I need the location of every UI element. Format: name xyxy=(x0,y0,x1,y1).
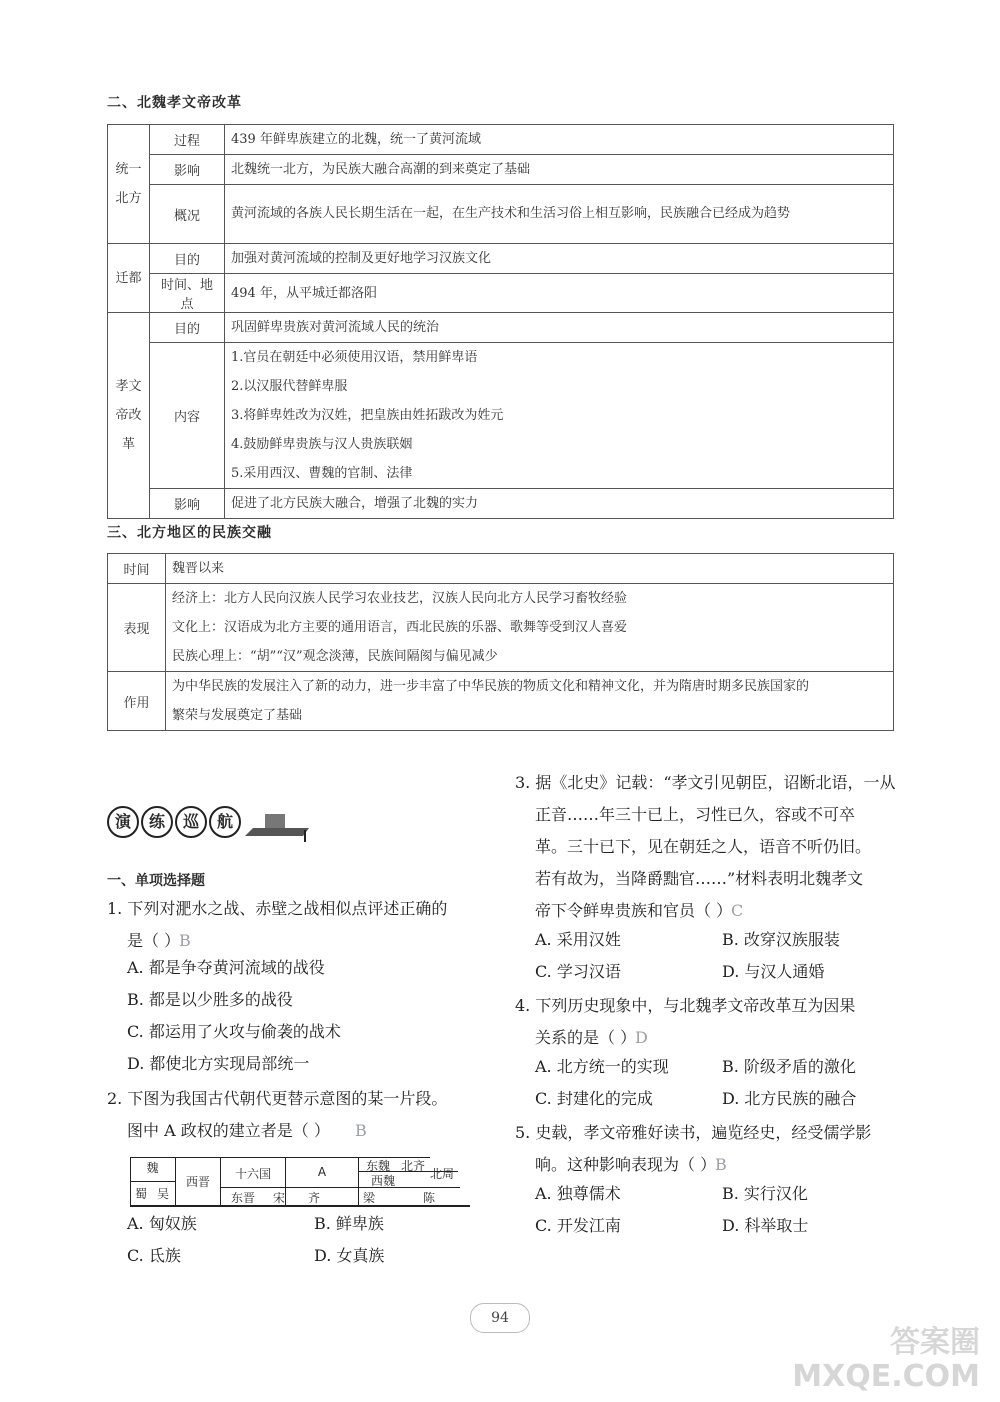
row-value-line: 439 年鲜卑族建立的北魏，统一了黄河流域 xyxy=(231,132,481,147)
dynasty-timeline xyxy=(130,1157,470,1213)
group-label xyxy=(108,244,150,313)
question-line: 革。三十已下，见在朝廷之人，语音不听仍旧。 xyxy=(535,837,872,856)
option-item[interactable]: D. 科举取士 xyxy=(722,1216,809,1235)
tl-xijin: 西晋 xyxy=(185,1175,210,1189)
question-line: 2. 下图为我国古代朝代更替示意图的某一片段。 xyxy=(107,1089,448,1108)
tl-liang: 梁 xyxy=(362,1191,375,1205)
answer-mark: D xyxy=(635,1028,648,1047)
row-value-line: 民族心理上：“胡”“汉”观念淡薄，民族间隔阂与偏见减少 xyxy=(172,649,498,664)
practice-logo xyxy=(107,806,313,842)
question-line: 图中 A 政权的建立者是（ ） xyxy=(127,1121,330,1140)
option-item[interactable]: D. 女真族 xyxy=(314,1246,385,1265)
question-line: 关系的是（ ） xyxy=(535,1028,637,1047)
row-value-line: 魏晋以来 xyxy=(172,561,225,576)
row-value-line: 黄河流域的各族人民长期生活在一起，在生产技术和生活习俗上相互影响，民族融合已经成为趋势 xyxy=(231,206,791,221)
question-line: 3. 据《北史》记载：“孝文引见朝臣，诏断北语，一从 xyxy=(515,773,896,792)
row-value xyxy=(225,185,894,244)
option-item[interactable]: A. 北方统一的实现 xyxy=(535,1057,669,1076)
option-item[interactable]: B. 阶级矛盾的激化 xyxy=(722,1057,856,1076)
row-value-line: 经济上：北方人民向汉族人民学习农业技艺，汉族人民向北方人民学习畜牧经验 xyxy=(172,591,628,606)
tl-beizhou: 北周 xyxy=(429,1167,454,1181)
section2-title: 二、北魏孝文帝改革 xyxy=(107,95,242,111)
row-value-line: 4.鼓励鲜卑贵族与汉人贵族联姻 xyxy=(231,437,413,452)
answer-mark: B xyxy=(715,1155,727,1174)
question-line: 1. 下列对淝水之战、赤壁之战相似点评述正确的 xyxy=(107,899,448,918)
table-row xyxy=(108,155,894,185)
tl-wu: 吴 xyxy=(156,1187,169,1201)
row-value-line: 5.采用西汉、曹魏的官制、法律 xyxy=(231,466,413,481)
answer-mark: B xyxy=(355,1121,367,1140)
option-item[interactable]: C. 都运用了火攻与偷袭的战术 xyxy=(127,1022,341,1041)
row-value-line: 为中华民族的发展注入了新的动力，进一步丰富了中华民族的物质文化和精神文化，并为隋唐时期多民族国家的 xyxy=(172,679,810,694)
table-row xyxy=(108,672,894,731)
option-item[interactable]: C. 封建化的完成 xyxy=(535,1089,653,1108)
answer-mark: C xyxy=(731,901,744,920)
table-row xyxy=(108,125,894,155)
row-value xyxy=(225,125,894,155)
table-row xyxy=(108,244,894,274)
question-line: 若有故为，当降爵黜官……”材料表明北魏孝文 xyxy=(535,869,864,888)
row-value-line: 巩固鲜卑贵族对黄河流域人民的统治 xyxy=(231,320,440,335)
question-line: 是（ ） xyxy=(127,931,181,950)
row-value-line: 北魏统一北方，为民族大融合高潮的到来奠定了基础 xyxy=(231,162,531,177)
row-value xyxy=(166,584,894,672)
logo-char: 巡 xyxy=(175,806,207,838)
option-item[interactable]: A. 独尊儒术 xyxy=(535,1184,621,1203)
row-value xyxy=(166,672,894,731)
option-item[interactable]: A. 匈奴族 xyxy=(127,1214,197,1233)
tl-xiwei: 西魏 xyxy=(370,1174,395,1188)
row-value xyxy=(225,343,894,489)
row-key: 目的 xyxy=(150,313,225,343)
row-key: 时间 xyxy=(108,554,166,584)
row-key: 内容 xyxy=(150,343,225,489)
table-row xyxy=(108,489,894,519)
row-key: 目的 xyxy=(150,244,225,274)
group-label xyxy=(108,125,150,244)
row-key: 时间、地点 xyxy=(150,274,225,313)
row-key: 概况 xyxy=(150,185,225,244)
tl-a: A xyxy=(317,1165,327,1179)
group-label-line: 迁都 xyxy=(115,270,142,286)
answer-mark: B xyxy=(179,931,191,950)
tl-qi: 齐 xyxy=(307,1191,320,1205)
row-value-line: 促进了北方民族大融合，增强了北魏的实力 xyxy=(231,496,479,511)
group-label-line: 帝改 xyxy=(115,408,142,423)
question-line: 帝下令鲜卑贵族和官员（ ） xyxy=(535,901,733,920)
tl-shu: 蜀 xyxy=(134,1187,147,1201)
row-value-line: 1.官员在朝廷中必须使用汉语，禁用鲜卑语 xyxy=(231,350,478,365)
group-label-line: 孝文 xyxy=(115,379,142,394)
row-value-line: 494 年，从平城迁都洛阳 xyxy=(231,285,377,301)
row-value-line: 繁荣与发展奠定了基础 xyxy=(172,708,303,723)
option-item[interactable]: D. 都使北方实现局部统一 xyxy=(127,1054,310,1073)
tl-shiliuguo: 十六国 xyxy=(234,1167,271,1181)
row-value xyxy=(166,554,894,584)
option-item[interactable]: C. 学习汉语 xyxy=(535,962,621,981)
row-value-line: 2.以汉服代替鲜卑服 xyxy=(231,379,348,394)
group-label-line: 统一 xyxy=(115,162,142,177)
group-label xyxy=(108,313,150,519)
row-value-line: 加强对黄河流域的控制及更好地学习汉族文化 xyxy=(231,251,492,266)
option-item[interactable]: C. 开发江南 xyxy=(535,1216,621,1235)
option-item[interactable]: B. 鲜卑族 xyxy=(314,1214,384,1233)
row-value xyxy=(225,489,894,519)
table-row xyxy=(108,584,894,672)
option-item[interactable]: A. 采用汉姓 xyxy=(535,930,621,949)
tl-song: 宋 xyxy=(272,1191,285,1205)
question-line: 正音……年三十已上，习性已久，容或不可卒 xyxy=(535,805,856,824)
row-value xyxy=(225,274,894,313)
tl-chen: 陈 xyxy=(422,1191,435,1205)
row-key: 影响 xyxy=(150,489,225,519)
tl-beiqi: 北齐 xyxy=(400,1159,425,1173)
question-line: 响。这种影响表现为（ ） xyxy=(535,1155,717,1174)
option-item[interactable]: A. 都是争夺黄河流域的战役 xyxy=(127,958,325,977)
reform-table-body xyxy=(108,125,894,519)
option-item[interactable]: B. 都是以少胜多的战役 xyxy=(127,990,293,1009)
question-line: 4. 下列历史现象中，与北魏孝文帝改革互为因果 xyxy=(515,996,856,1015)
option-item[interactable]: D. 北方民族的融合 xyxy=(722,1089,857,1108)
row-value xyxy=(225,313,894,343)
fusion-table-body xyxy=(108,554,894,731)
tl-dongjin: 东晋 xyxy=(230,1191,255,1205)
page-number: 94 xyxy=(470,1303,530,1333)
option-item[interactable]: D. 与汉人通婚 xyxy=(722,962,825,981)
watermark: 答案圈 MXQE.COM xyxy=(792,1325,980,1394)
option-item[interactable]: C. 氐族 xyxy=(127,1246,181,1265)
option-item[interactable]: B. 实行汉化 xyxy=(722,1184,808,1203)
tl-wei: 魏 xyxy=(146,1161,159,1175)
single-choice-subtitle: 一、单项选择题 xyxy=(107,873,205,889)
table-row xyxy=(108,343,894,489)
logo-char: 演 xyxy=(107,806,139,838)
row-key: 作用 xyxy=(108,672,166,731)
fusion-table xyxy=(107,553,894,731)
row-key: 过程 xyxy=(150,125,225,155)
row-key: 影响 xyxy=(150,155,225,185)
tl-dongwei: 东魏 xyxy=(365,1159,390,1173)
table-row xyxy=(108,313,894,343)
group-label-line: 北方 xyxy=(115,191,142,206)
question-line: 5. 史载，孝文帝雅好读书，遍览经史，经受儒学影 xyxy=(515,1123,872,1142)
option-item[interactable]: B. 改穿汉族服装 xyxy=(722,930,840,949)
group-label-line: 革 xyxy=(121,437,135,452)
section3-title: 三、北方地区的民族交融 xyxy=(107,525,272,541)
reform-table xyxy=(107,124,894,519)
table-row xyxy=(108,274,894,313)
table-row xyxy=(108,554,894,584)
logo-char: 航 xyxy=(209,806,241,838)
logo-char: 练 xyxy=(141,806,173,838)
row-key: 表现 xyxy=(108,584,166,672)
ship-icon xyxy=(243,806,313,842)
table-row xyxy=(108,185,894,244)
row-value-line: 3.将鲜卑姓改为汉姓，把皇族由姓拓跋改为姓元 xyxy=(231,408,504,423)
row-value-line: 文化上：汉语成为北方主要的通用语言，西北民族的乐器、歌舞等受到汉人喜爱 xyxy=(172,620,628,635)
row-value xyxy=(225,244,894,274)
row-value xyxy=(225,155,894,185)
